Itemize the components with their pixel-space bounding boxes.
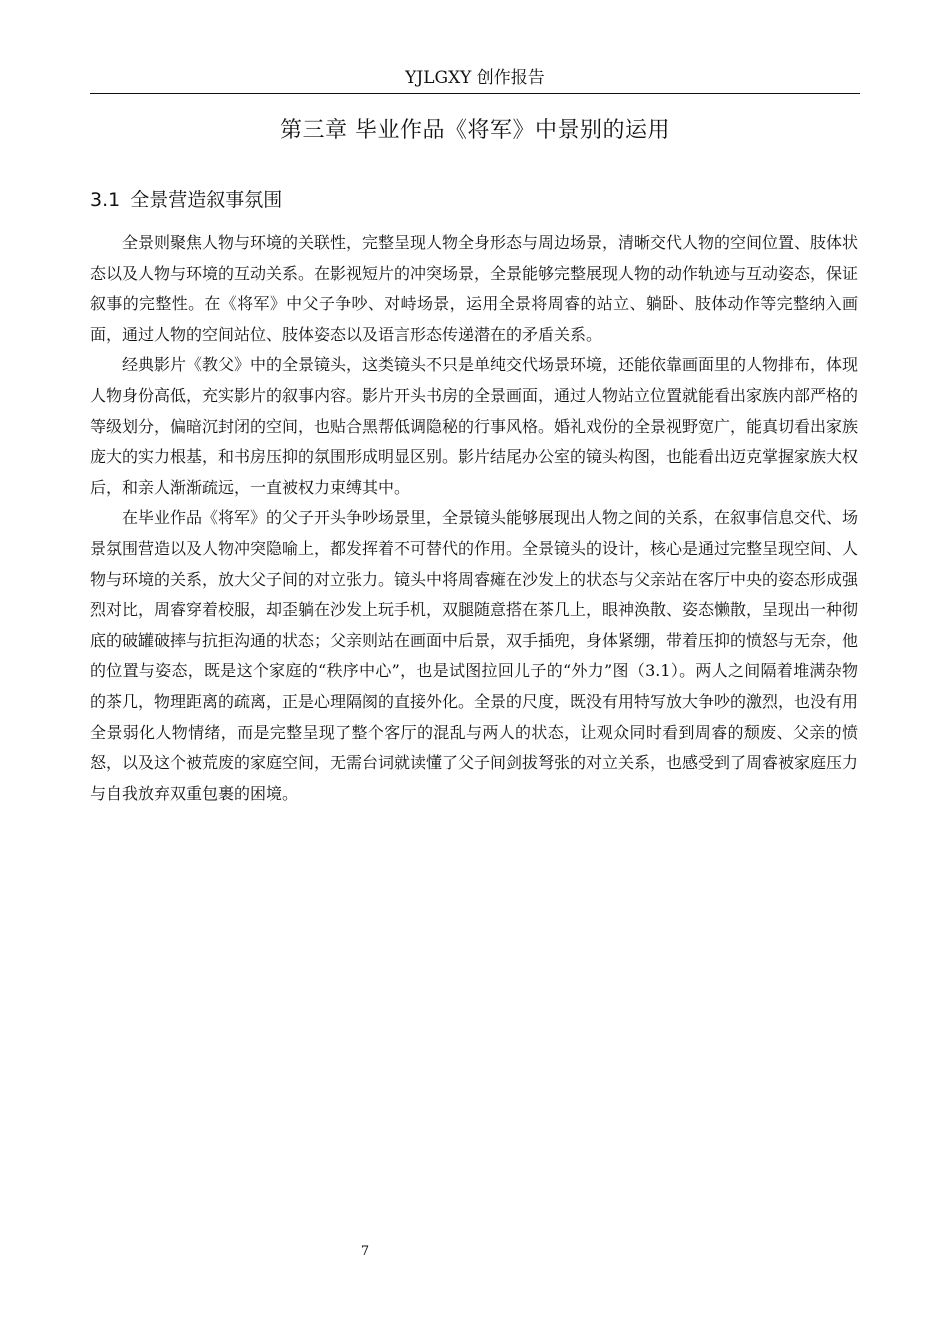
section-number: 3.1 — [90, 189, 121, 211]
paragraph: 全景则聚焦人物与环境的关联性，完整呈现人物全身形态与周边场景，清晰交代人物的空间位置、肢体状态以及人物与环境的互动关系。在影视短片的冲突场景，全景能够完整展现人物的动作轨迹与互动姿态，保证叙事的完整性。在《将军》中父子争吵、对峙场景，运用全景将周睿的站立、躺卧、肢体动作等完整纳入画面，通过人物的空间站位、肢体姿态以及语言形态传递潜在的矛盾关系。 — [90, 233, 859, 344]
section-heading — [90, 186, 860, 214]
page-number: 7 — [360, 1244, 370, 1259]
paragraph: 在毕业作品《将军》的父子开头争吵场景里，全景镜头能够展现出人物之间的关系，在叙事信息交代、场景氛围营造以及人物冲突隐喻上，都发挥着不可替代的作用。全景镜头的设计，核心是通过完整呈现空间、人物与环境的关系，放大父子间的对立张力。镜头中将周睿瘫在沙发上的状态与父亲站在客厅中央的姿态形成强烈对比，周睿穿着校服，却歪躺在沙发上玩手机，双腿随意搭在茶几上，眼神涣散、姿态懒散，呈现出一种彻底的破罐破摔与抗拒沟通的状态；父亲则站在画面中后景，双手插兜，身体紧绷，带着压抑的愤怒与无奈，他的位置与姿态，既是这个家庭的“秩序中心”，也是试图拉回儿子的“外力”图（3.1）。两人之间隔着堆满杂物的茶几，物理距离的疏离，正是心理隔阂的直接外化。全景的尺度，既没有用特写放大争吵的激烈，也没有用全景弱化人物情绪，而是完整呈现了整个客厅的混乱与两人的状态，让观众同时看到周睿的颓废、父亲的愤怒，以及这个被荒废的家庭空间，无需台词就读懂了父子间剑拔弩张的对立关系，也感受到了周睿被家庭压力与自我放弃双重包裹的困境。 — [90, 508, 859, 803]
body-text — [90, 228, 858, 809]
paragraph: 经典影片《教父》中的全景镜头，这类镜头不只是单纯交代场景环境，还能依靠画面里的人物排布，体现人物身份高低，充实影片的叙事内容。影片开头书房的全景画面，通过人物站立位置就能看出家族内部严格的等级划分，偏暗沉封闭的空间，也贴合黑帮低调隐秘的行事风格。婚礼戏份的全景视野宽广，能真切看出家族庞大的实力根基，和书房压抑的氛围形成明显区别。影片结尾办公室的镜头构图，也能看出迈克掌握家族大权后，和亲人渐渐疏远，一直被权力束缚其中。 — [90, 355, 859, 497]
section-title-text: 全景营造叙事氛围 — [130, 189, 283, 211]
header-rule — [90, 93, 860, 94]
chapter-title: 第三章 毕业作品《将军》中景别的运用 — [280, 118, 670, 143]
running-header: YJLGXY 创作报告 — [405, 68, 545, 88]
